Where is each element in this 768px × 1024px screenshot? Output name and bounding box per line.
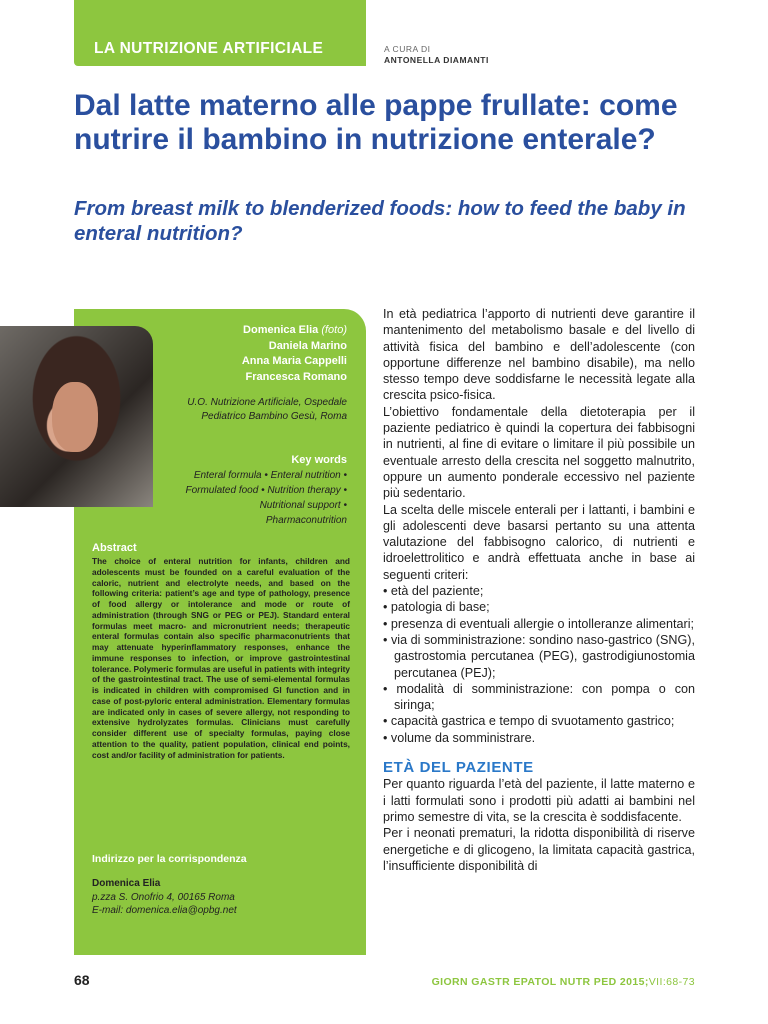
affiliation: U.O. Nutrizione Artificiale, Ospedale Pediatrico Bambino Gesù, Roma xyxy=(187,397,347,422)
correspondence-block xyxy=(92,877,352,918)
curator-name: ANTONELLA DIAMANTI xyxy=(384,55,489,65)
keywords-heading: Key words xyxy=(291,454,347,466)
list-item: • patologia di base; xyxy=(383,599,695,615)
section-heading: ETÀ DEL PAZIENTE xyxy=(383,759,534,777)
journal-name: GIORN GASTR EPATOL NUTR PED 2015; xyxy=(431,976,649,988)
section-tab xyxy=(74,0,366,66)
body-paragraph: La scelta delle miscele enterali per i lattanti, i bambini e gli adolescenti deve basarsi pertanto su una attenta valutazione del fabbisogno calorico, di nutrienti e idroelettrolitico e andrà effettuata anche in base ai seguenti criteri: xyxy=(383,502,695,582)
correspondence-heading: Indirizzo per la corrispondenza xyxy=(92,853,247,865)
author-item: Francesca Romano xyxy=(245,370,347,383)
list-item: • via di somministrazione: sondino naso-gastrico (SNG), gastrostomia percutanea (PEG), gastrodigiunostomia percutanea (PEJ); xyxy=(383,632,695,681)
list-item: • capacità gastrica e tempo di svuotamento gastrico; xyxy=(383,713,695,729)
abstract-heading: Abstract xyxy=(92,542,137,554)
journal-citation xyxy=(432,976,695,988)
correspondence-address: p.zza S. Onofrio 4, 00165 Roma xyxy=(92,891,235,903)
correspondence-name: Domenica Elia xyxy=(92,878,161,889)
body-paragraph: Per quanto riguarda l’età del paziente, il latte materno e i latti formulati sono i prodotti più adatti ai bambini nel primo semestre di vita, se la crescita è soddisfacente. xyxy=(383,777,695,824)
journal-volume: VII:68-73 xyxy=(648,976,695,988)
list-item: • modalità di somministrazione: con pompa o con siringa; xyxy=(383,681,695,714)
page-number: 68 xyxy=(74,972,90,988)
author-list xyxy=(180,323,347,385)
list-item: • presenza di eventuali allergie o intolleranze alimentari; xyxy=(383,616,695,632)
curator xyxy=(384,44,489,66)
body-paragraph: L’obiettivo fondamentale della dietoterapia per il paziente pediatrico è quindi la copertura dei fabbisogni in nutrienti, al fine di evitare o limitare il più possibile un eventuale arresto della crescita nel soggetto malnutrito, oppure un aumento ponderale eccessivo nel paziente più sedentario. xyxy=(383,404,695,501)
list-item: • volume da somministrare. xyxy=(383,730,695,746)
keywords-text: Enteral formula • Enteral nutrition • Formulated food • Nutrition therapy • Nutritional support • Pharmaconutrition xyxy=(185,470,347,526)
author-item: Domenica Elia (foto) xyxy=(243,324,347,336)
curator-label: A CURA DI xyxy=(384,44,431,54)
abstract-text: The choice of enteral nutrition for infants, children and adolescents must be founded on a careful evaluation of the caloric, nutrient and electrolyte needs, and based on the following criteria: patient’s age and type of pathology, presence of food allergy or intolerance and mode or route of administration (through SNG or PEG or PEJ). Standard enteral formulas meet macro- and micronutrient needs; therapeutic enteral formulas contain also specific pharmaconutrients that may attenuate hyperinflammatory responses, enhance the immune responses to infection, or improve gastrointestinal tolerance. Polymeric formulas are useful in patients with integrity of the gastrointestinal tract. The use of semi-elemental formulas is indicated in children with compromised GI function and in case of post-pyloric enteral administration. Elementary formulas are indicated only in cases of severe allergy, not responding to extensive hydrolyzates formulas. Clinicians must carefully consider different use of specialty formulas, paying close attention to the quality, patient population, clinical end points, cost and/or facility of administration for patients. xyxy=(92,556,350,760)
correspondence-email[interactable]: E-mail: domenica.elia@opbg.net xyxy=(92,905,237,916)
body-paragraph: In età pediatrica l’apporto di nutrienti deve garantire il mantenimento del metabolismo basale e del livello di attività fisica del bambino e dell’adolescente (con opportune differenze nel bambino disabile), ma nello stesso tempo deve soddisfarne le necessità legate alla crescita psico-fisica. xyxy=(383,307,695,403)
article-subtitle: From breast milk to blenderized foods: how to feed the baby in enteral nutrition? xyxy=(74,197,686,245)
criteria-list xyxy=(383,583,695,746)
body-column xyxy=(383,306,695,874)
author-face xyxy=(52,382,98,452)
author-item: Daniela Marino xyxy=(268,339,347,352)
author-photo xyxy=(0,326,153,507)
author-item: Anna Maria Cappelli xyxy=(241,355,347,367)
section-label: LA NUTRIZIONE ARTIFICIALE xyxy=(94,40,324,57)
list-item: • età del paziente; xyxy=(383,583,695,599)
body-paragraph: Per i neonati prematuri, la ridotta disponibilità di riserve energetiche e di glicogeno, la limitata capacità gastrica, l’insufficiente disponibilità di xyxy=(383,826,695,873)
article-title: Dal latte materno alle pappe frullate: come nutrire il bambino in nutrizione enterale? xyxy=(74,89,678,156)
